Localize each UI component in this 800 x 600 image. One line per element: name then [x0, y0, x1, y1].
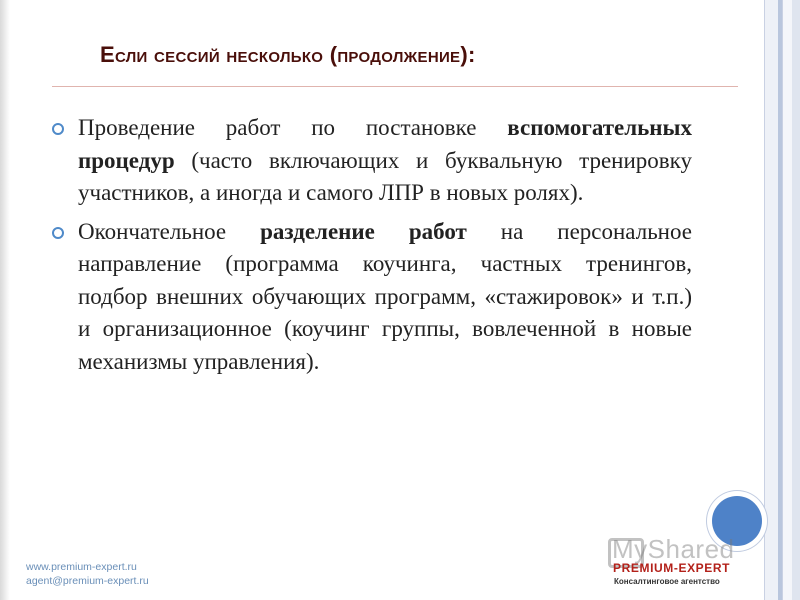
slide-title: Если сессий несколько (продолжение): [100, 42, 476, 67]
bullet-bold-text: вспомогательных процедур [78, 115, 692, 173]
title-divider [52, 86, 738, 87]
brand-tagline: Консалтинговое агентство [614, 577, 720, 586]
bullet-text: (часто включающих и буквальную тренировку участников, а иногда и самого ЛПР в новых ролях). [78, 147, 692, 205]
email-link[interactable]: agent@premium-expert.ru [26, 575, 149, 587]
bullet-bold-text: разделение работ [260, 218, 467, 244]
decorative-stripe [764, 0, 779, 600]
website-link[interactable]: www.premium-expert.ru [26, 561, 137, 573]
bullet-text: Проведение работ по постановке [78, 115, 508, 140]
bullet-item [52, 216, 692, 379]
footer-contacts [26, 560, 149, 588]
bullet-ring-icon [52, 227, 64, 239]
bullet-item [52, 112, 692, 210]
decorative-stripe [792, 0, 800, 600]
bullet-text: Окончательное [78, 218, 261, 244]
watermark-text: MyShared [612, 534, 735, 564]
bullet-list [52, 112, 692, 384]
slide-left-edge [0, 0, 10, 600]
bullet-text: на персональное направление (программа коучинга, частных тренингов, подбор внешних обучающих программ, «стажировок» и т.п.) и организационное (коучинг группы, вовлеченной в новые механизмы управления). [78, 218, 692, 374]
brand-name: PREMIUM-EXPERT [613, 561, 731, 575]
bullet-ring-icon [52, 123, 64, 135]
